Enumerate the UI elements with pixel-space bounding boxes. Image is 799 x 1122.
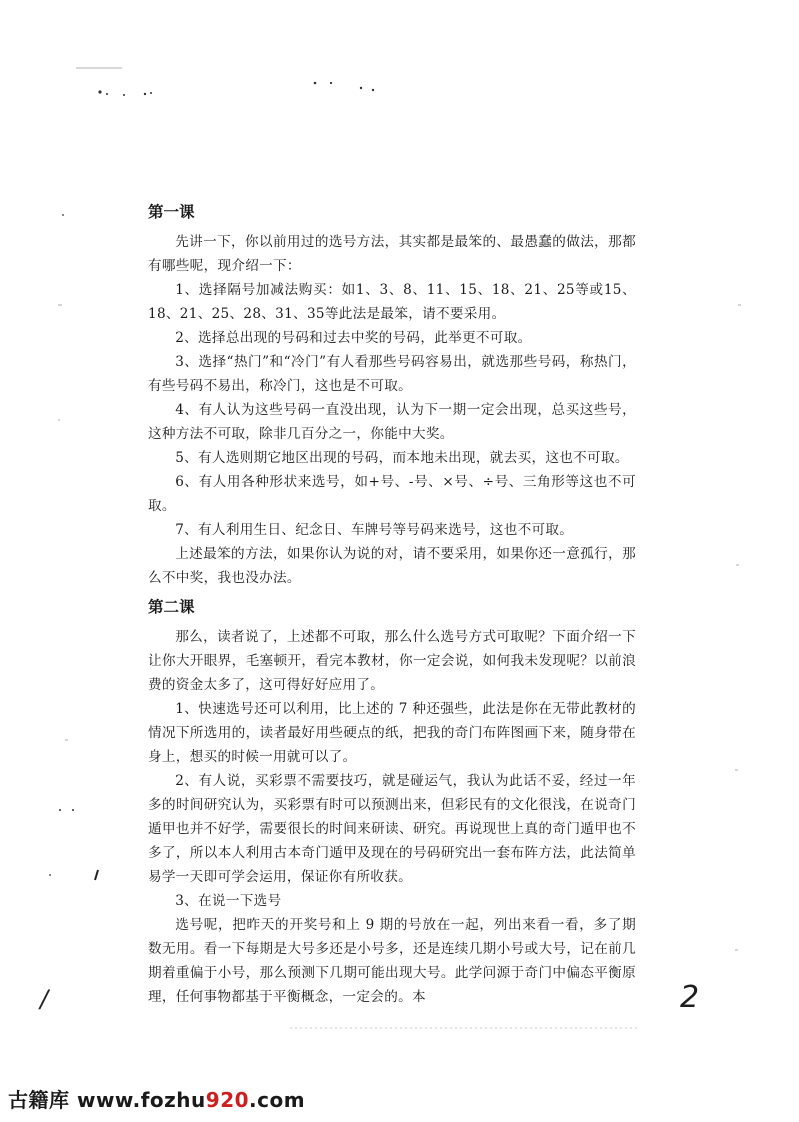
lesson-1-paragraph: 2、选择总出现的号码和过去中奖的号码，此举更不可取。: [175, 330, 532, 346]
watermark-url-part1: www.fozhu: [76, 1088, 206, 1112]
watermark-url-part3: .com: [249, 1088, 306, 1112]
lesson-2-title: 第二课: [148, 598, 195, 616]
lesson-1-paragraph: 1、选择隔号加减法购买：如1、3、8、11、15、18、21、25等或15、18、21、25、28、31、35等此法是最笨，请不要采用。: [148, 282, 636, 322]
site-watermark: [8, 1084, 305, 1113]
lesson-2-paragraph: 2、有人说，买彩票不需要技巧，就是碰运气，我认为此话不妥，经过一年多的时间研究认为，买彩票有时可以预测出来，但彩民有的文化很浅，在说奇门遁甲也并不好学，需要很长的时间来研读、研究。再说现世上真的奇门遁甲也不多了，所以本人利用古本奇门遁甲及现在的号码研究出一套布阵方法，此法简单易学一天即可学会运用，保证你有所收获。: [148, 773, 636, 885]
lesson-content: [148, 200, 636, 1009]
watermark-site-name: 古籍库: [8, 1088, 70, 1112]
lesson-2-paragraph: 选号呢，把昨天的开奖号和上 9 期的号放在一起，列出来看一看，多了期数无用。看一下每期是大号多还是小号多，还是连续几期小号或大号，记在前几期着重偏于小号，那么预测下几期可能出现大号。此学问源于奇门中偏态平衡原理，任何事物都基于平衡概念，一定会的。本: [148, 917, 636, 1005]
watermark-url-accent: 920: [205, 1088, 250, 1112]
lesson-1-title: 第一课: [148, 203, 195, 221]
lesson-2-paragraph: 1、快速选号还可以利用，比上述的 7 种还强些，此法是你在无带此教材的情况下所选用的，读者最好用些硬点的纸，把我的奇门布阵图画下来，随身带在身上，想买的时候一用就可以了。: [148, 701, 636, 765]
lesson-1-paragraph: 3、选择“热门”和“冷门”有人看那些号码容易出，就选那些号码，称热门，有些号码不易出，称冷门，这也是不可取。: [148, 354, 636, 394]
lesson-1-paragraph: 6、有人用各种形状来选号，如+号、-号、×号、÷号、三角形等这也不可取。: [148, 474, 636, 514]
lesson-1-paragraph: 7、有人利用生日、纪念日、车牌号等号码来选号，这也不可取。: [175, 522, 574, 538]
lesson-1-paragraph: 上述最笨的方法，如果你认为说的对，请不要采用，如果你还一意孤行，那么不中奖，我也没办法。: [148, 546, 636, 586]
lesson-1-paragraph: 先讲一下，你以前用过的选号方法，其实都是最笨的、最愚蠢的做法，那都有哪些呢，现介绍一下：: [148, 234, 636, 274]
lesson-2-paragraph: 3、在说一下选号: [175, 893, 282, 909]
lesson-2-paragraph: 那么，读者说了，上述都不可取，那么什么选号方式可取呢？下面介绍一下让你大开眼界，毛塞顿开，看完本教材，你一定会说，如何我未发现呢？以前浪费的资金太多了，这可得好好应用了。: [148, 629, 636, 693]
lesson-1-paragraph: 5、有人选则期它地区出现的号码，而本地未出现，就去买，这也不可取。: [175, 450, 629, 466]
handwritten-margin-mark: /: [40, 985, 49, 1013]
page-number: 2: [680, 980, 700, 1015]
lesson-1-paragraph: 4、有人认为这些号码一直没出现，认为下一期一定会出现，总买这些号，这种方法不可取，除非几百分之一，你能中大奖。: [148, 402, 636, 442]
